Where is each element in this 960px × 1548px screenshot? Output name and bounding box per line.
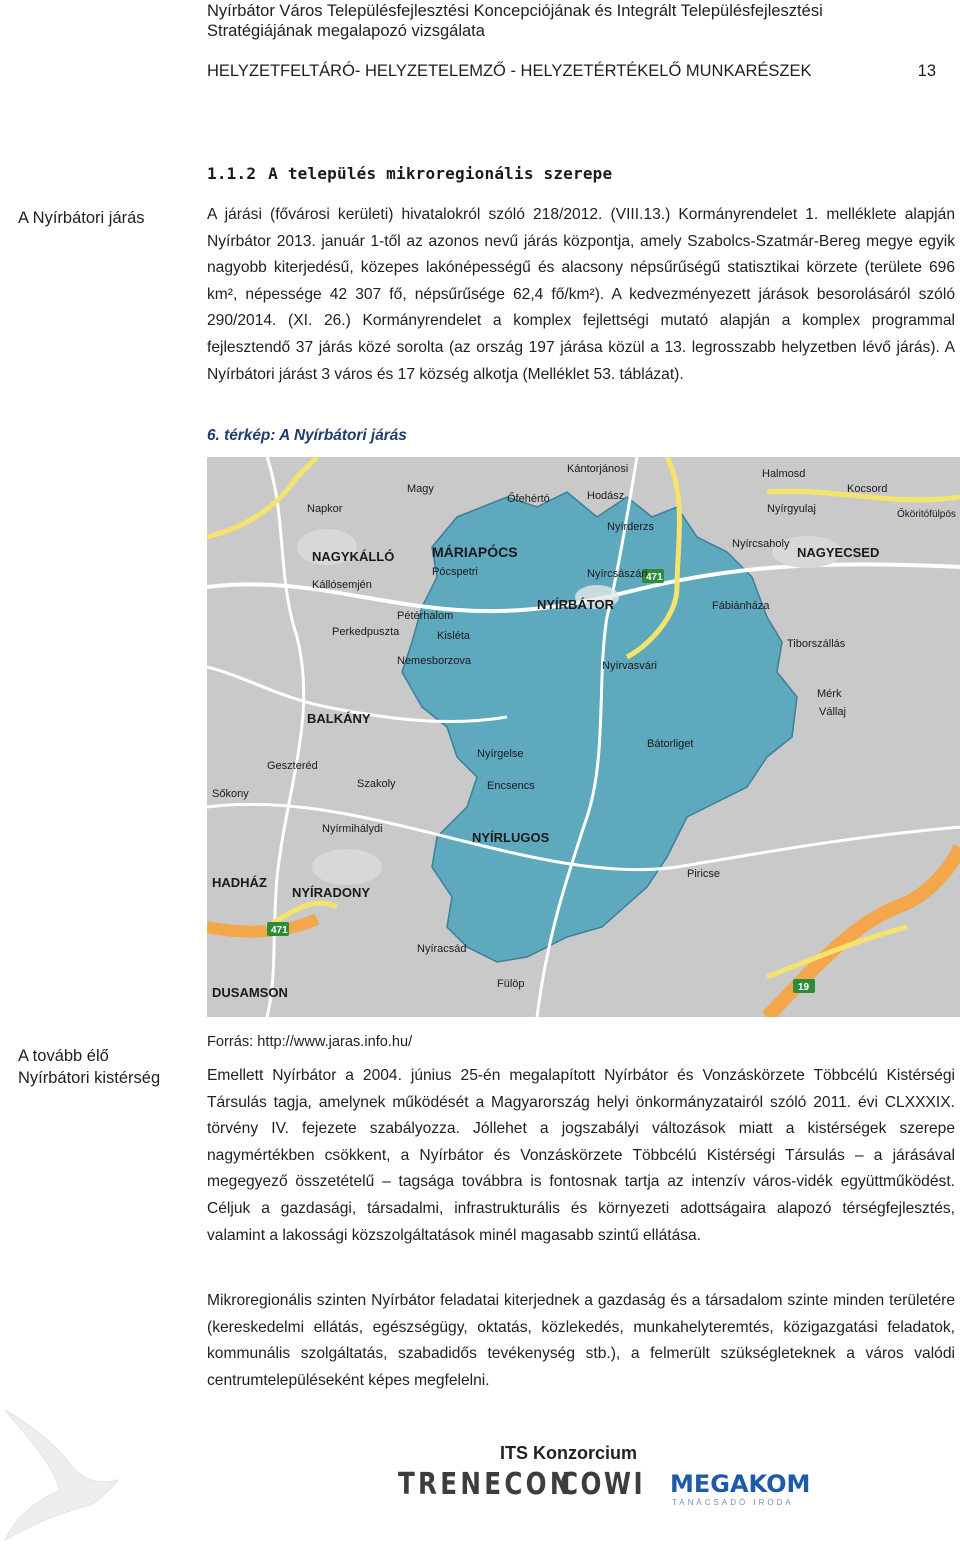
header-line-2: Stratégiájának megalapozó vizsgálata xyxy=(207,22,485,40)
label-batorliget: Bátorliget xyxy=(647,738,694,750)
label-hodasz: Hodász xyxy=(587,490,625,502)
label-pocspetri: Pócspetri xyxy=(432,566,478,578)
label-nagyecsed: NAGYECSED xyxy=(797,545,880,560)
map-source: Forrás: http://www.jaras.info.hu/ xyxy=(207,1034,413,1050)
road-shield-471-label: 471 xyxy=(646,572,663,583)
label-fulop: Fülöp xyxy=(497,978,525,990)
label-nyirderzs: Nyírderzs xyxy=(607,521,655,533)
label-nyirlugos: NYÍRLUGOS xyxy=(472,830,550,845)
town-nyiradony-area xyxy=(312,849,382,885)
label-szakoly: Szakoly xyxy=(357,778,396,790)
label-napkor: Napkor xyxy=(307,503,343,515)
road-shield-471b-label: 471 xyxy=(271,925,288,936)
label-piricse: Piricse xyxy=(687,868,721,880)
label-fabianhaza: Fábiánháza xyxy=(712,600,770,612)
label-perkedpuszta: Perkedpuszta xyxy=(332,626,400,638)
label-sokony: Sőkony xyxy=(212,788,249,800)
header-line-1: Nyírbátor Város Településfejlesztési Koncepciójának és Integrált Településfejlesztési xyxy=(207,2,823,20)
label-magy: Magy xyxy=(407,483,434,495)
label-nemesborzova: Nemesborzova xyxy=(397,655,471,667)
section-heading xyxy=(207,164,612,183)
label-kisleta: Kisléta xyxy=(437,630,471,642)
label-halmosd: Halmosd xyxy=(762,468,806,480)
road-shield-19-label: 19 xyxy=(798,982,810,993)
label-nyircsaholy: Nyírcsaholy xyxy=(732,538,790,550)
label-tiborszallas: Tiborszállás xyxy=(787,638,846,650)
margin-label-jaras: A Nyírbátori járás xyxy=(18,209,145,227)
label-nyirbator: NYÍRBÁTOR xyxy=(537,597,615,612)
map-caption: 6. térkép: A Nyírbátori járás xyxy=(207,427,407,444)
logo-megakom-sub: TANÁCSADÓ IRODA xyxy=(672,1498,794,1507)
margin-label-kisterseg-line2: Nyírbátori kistérség xyxy=(18,1069,161,1087)
page-number: 13 xyxy=(917,62,936,80)
label-kocsord: Kocsord xyxy=(847,483,888,495)
label-balkany: BALKÁNY xyxy=(307,711,371,726)
label-hadhaz: HADHÁZ xyxy=(212,875,267,890)
section-title: A település mikroregionális szerepe xyxy=(268,164,613,183)
paragraph-mikroregio: Mikroregionális szinten Nyírbátor feladatai kiterjednek a gazdaság és a társadalom szinte minden területére (kereskedelmi ellátás, egészségügy, oktatás, közlekedés, munkahelyteremtés, közigazgatási feladatok, kommunális szolgáltatás, szabadidős tevékenység stb.), a felmerült szükségleteknek a város valódi centrumtelepüléseként képes megfelelni. xyxy=(207,1292,955,1389)
label-kallosemjen: Kállósemjén xyxy=(312,579,372,591)
margin-label-kisterseg-line1: A tovább élő xyxy=(18,1047,109,1065)
label-peterhalom: Pétérhalom xyxy=(397,610,454,622)
label-nyirmihalydi: Nyírmihálydi xyxy=(322,823,383,835)
label-encsencs: Encsencs xyxy=(487,780,535,792)
label-geszterad: Geszteréd xyxy=(267,760,318,772)
label-nyirgyulaj: Nyírgyulaj xyxy=(767,503,816,515)
label-okoritofulpos: Őköritófülpös xyxy=(897,509,956,520)
section-number: 1.1.2 xyxy=(207,164,257,183)
footer-consortium: ITS Konzorcium xyxy=(500,1443,638,1463)
label-nyircsaszari: Nyírcsászári xyxy=(587,568,648,580)
label-nagykallo: NAGYKÁLLÓ xyxy=(312,549,395,564)
paragraph-jaras: A járási (fővárosi kerületi) hivatalokról szóló 218/2012. (VIII.13.) Kormányrendelet 1. melléklete alapján Nyírbátor 2013. január 1-től az azonos nevű járás központja, amely Szabolcs-Szatmár-Bereg megye egyik nagyobb kiterjedésű, közepes lakónépességű és alacsony népsűrűségű statisztikai körzete (területe 696 km², népessége 42 307 fő, népsűrűsége 62,4 fő/km²). A kedvezményezett járások besorolásáról szóló 290/2014. (XI. 26.) Kormányrendelet a komplex fejlettségi mutató alapján a komplex programmal fejlesztendő 37 járás közé sorolta (az ország 197 járása közül a 13. legrosszabb helyzetben lévő járás). A Nyírbátori járást 3 város és 17 község alkotja (Melléklet 53. táblázat). xyxy=(207,206,955,383)
header-line-3: HELYZETFELTÁRÓ- HELYZETELEMZŐ - HELYZETÉRTÉKELŐ MUNKARÉSZEK xyxy=(207,62,812,80)
paragraph-kisterseg: Emellett Nyírbátor a 2004. június 25-én megalapított Nyírbátor és Vonzáskörzete Többcélú Kistérségi Társulás tagja, amelynek működését a Magyarország helyi önkormányzatairól szóló 2011. évi CLXXXIX. törvény IV. fejezete szabályozza. Jóllehet a jogszabályi változások miatt a kistérségek szerepe nagymértékben csökkent, a Nyírbátor és Vonzáskörzete Többcélú Kistérségi Társulás – a járásával megegyező összetételű – tagsága továbbra is fontosnak tartja az intenzív város-vidék együttműködést. Céljuk a gazdasági, társadalmi, infrastrukturális és környezeti adottságaira alapozó térségfejlesztés, valamint a lakossági közszolgáltatások minél magasabb szintű ellátása. xyxy=(207,1067,955,1244)
label-nyiracsad: Nyíracsád xyxy=(417,943,467,955)
label-nyiradony: NYÍRADONY xyxy=(292,885,371,900)
logo-trenecon: TRENECON xyxy=(398,1467,574,1502)
logo-cowi: COWI xyxy=(560,1467,646,1502)
label-ofeherto: Őfehértó xyxy=(507,493,550,505)
bird-shape xyxy=(5,1410,118,1540)
label-mariapocs: MÁRIAPÓCS xyxy=(432,544,518,560)
label-nyirvasvari: Nyírvasvári xyxy=(602,660,658,672)
label-merk: Mérk xyxy=(817,688,842,700)
label-nyirgelse: Nyírgelse xyxy=(477,748,524,760)
label-kantorjanosi: Kántorjánosi xyxy=(567,463,629,475)
label-vallaj: Vállaj xyxy=(819,706,846,718)
bird-watermark-icon xyxy=(0,1400,120,1548)
district-map xyxy=(207,457,960,1017)
label-dusamson: DUSAMSON xyxy=(212,985,288,1000)
logo-megakom: MEGAKOM xyxy=(670,1470,811,1498)
